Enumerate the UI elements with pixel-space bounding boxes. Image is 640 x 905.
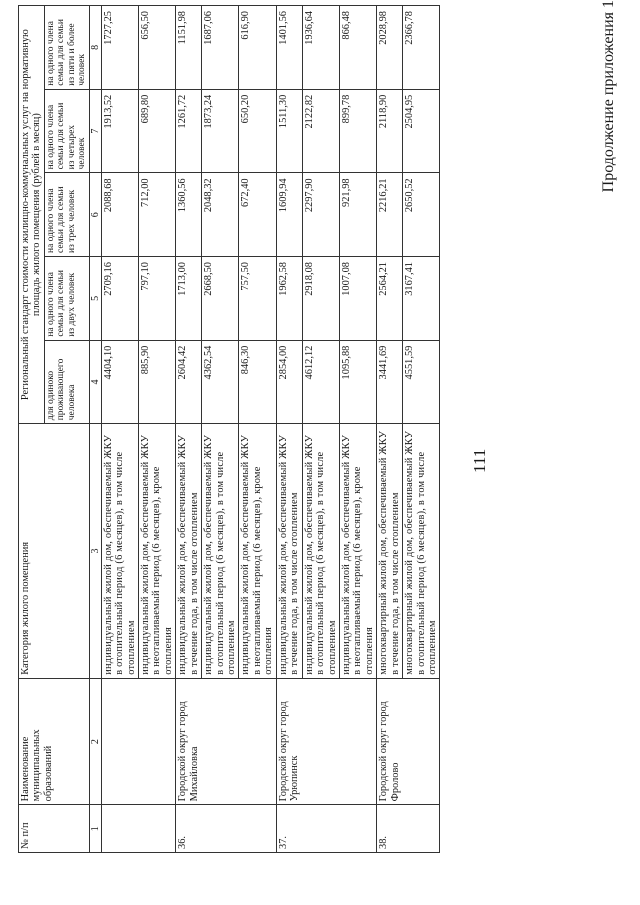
standard-cost-table	[18, 5, 440, 853]
col-standard-header: Региональный стандарт стоимости жилищно-коммунальных услуг на нормативную площадь жилого помещения (рублей в месяц)	[19, 6, 45, 424]
value-cell: 656,50	[138, 6, 175, 90]
table-row	[276, 6, 302, 853]
row-no: 37.	[276, 805, 377, 853]
value-cell: 2668,50	[202, 257, 239, 341]
value-cell: 2564,21	[377, 257, 403, 341]
category-cell: индивидуальный жилой дом, обеспечиваемый ЖКУ в отопительный период (6 месяцев), в том числе отоплением	[101, 424, 138, 678]
value-cell: 650,20	[239, 89, 276, 173]
category-cell: индивидуальный жилой дом, обеспечиваемый ЖКУ в течение года, в том числе отоплением	[176, 424, 202, 678]
column-index-row	[89, 6, 101, 853]
value-cell: 885,90	[138, 340, 175, 424]
col-no-header: № п/п	[19, 805, 90, 853]
value-cell: 4551,59	[403, 340, 440, 424]
page-number: 111	[470, 448, 489, 473]
row-no: 38.	[377, 805, 440, 853]
category-cell: индивидуальный жилой дом, обеспечиваемый ЖКУ в отопительный период (6 месяцев), в том числе отоплением	[302, 424, 339, 678]
table-row	[176, 6, 202, 853]
value-cell: 1687,06	[202, 6, 239, 90]
index-cell: 4	[89, 340, 101, 424]
value-cell: 1913,52	[101, 89, 138, 173]
value-cell: 2118,90	[377, 89, 403, 173]
table-row	[101, 6, 138, 853]
value-cell: 2650,52	[403, 173, 440, 257]
index-cell: 8	[89, 6, 101, 90]
value-cell: 4612,12	[302, 340, 339, 424]
category-cell: индивидуальный жилой дом, обеспечиваемый ЖКУ в течение года, в том числе отоплением	[276, 424, 302, 678]
value-cell: 2854,00	[276, 340, 302, 424]
value-cell: 2366,78	[403, 6, 440, 90]
value-cell: 1962,58	[276, 257, 302, 341]
index-cell: 7	[89, 89, 101, 173]
value-cell: 757,50	[239, 257, 276, 341]
value-cell: 797,10	[138, 257, 175, 341]
municipality-name	[101, 678, 176, 805]
table-row	[377, 6, 403, 853]
value-cell: 2918,08	[302, 257, 339, 341]
value-cell: 2709,16	[101, 257, 138, 341]
category-cell: индивидуальный жилой дом, обеспечиваемый ЖКУ в неотапливаемый период (6 месяцев), кроме отопления	[239, 424, 276, 678]
value-cell: 4404,10	[101, 340, 138, 424]
municipality-name: Городской округ город Михайловка	[176, 678, 277, 805]
value-cell: 1873,24	[202, 89, 239, 173]
index-cell: 6	[89, 173, 101, 257]
value-cell: 2216,21	[377, 173, 403, 257]
subheader-cell: на одного члена семьи для семьи из двух человек	[44, 257, 89, 341]
col-name-header: Наименование муниципальных образований	[19, 678, 90, 805]
value-cell: 2028,98	[377, 6, 403, 90]
col-category-header: Категория жилого помещения	[19, 424, 90, 678]
value-cell: 1713,00	[176, 257, 202, 341]
subheader-cell: на одного члена семьи для семьи из четырех человек	[44, 89, 89, 173]
value-cell: 899,78	[339, 89, 376, 173]
category-cell: индивидуальный жилой дом, обеспечиваемый ЖКУ в неотапливаемый период (6 месяцев), кроме отопления	[339, 424, 376, 678]
index-cell: 5	[89, 257, 101, 341]
value-cell: 689,80	[138, 89, 175, 173]
value-cell: 712,00	[138, 173, 175, 257]
value-cell: 1261,72	[176, 89, 202, 173]
municipality-name: Городской округ город Урюпинск	[276, 678, 377, 805]
value-cell: 1007,08	[339, 257, 376, 341]
index-cell: 3	[89, 424, 101, 678]
value-cell: 2122,82	[302, 89, 339, 173]
continuation-title: Продолжение приложения 1	[600, 0, 617, 193]
category-cell: индивидуальный жилой дом, обеспечиваемый ЖКУ в неотапливаемый период (6 месяцев), кроме отопления	[138, 424, 175, 678]
row-no	[101, 805, 176, 853]
value-cell: 1936,64	[302, 6, 339, 90]
row-no: 36.	[176, 805, 277, 853]
index-cell: 2	[89, 678, 101, 805]
value-cell: 1360,56	[176, 173, 202, 257]
value-cell: 2088,68	[101, 173, 138, 257]
value-cell: 846,30	[239, 340, 276, 424]
header-row	[19, 6, 45, 853]
value-cell: 1727,25	[101, 6, 138, 90]
value-cell: 4362,54	[202, 340, 239, 424]
value-cell: 2048,32	[202, 173, 239, 257]
value-cell: 2504,95	[403, 89, 440, 173]
category-cell: многоквартирный жилой дом, обеспечиваемый ЖКУ в отопительный период (6 месяцев), в том числе отоплением	[403, 424, 440, 678]
subheader-cell: для одиноко проживающего человека	[44, 340, 89, 424]
index-cell: 1	[89, 805, 101, 853]
subheader-cell: на одного члена семьи для семьи из пяти и более человек	[44, 6, 89, 90]
value-cell: 1095,88	[339, 340, 376, 424]
category-cell: многоквартирный жилой дом, обеспечиваемый ЖКУ в течение года, в том числе отоплением	[377, 424, 403, 678]
value-cell: 2604,42	[176, 340, 202, 424]
value-cell: 3441,69	[377, 340, 403, 424]
value-cell: 616,90	[239, 6, 276, 90]
value-cell: 1151,98	[176, 6, 202, 90]
value-cell: 2297,90	[302, 173, 339, 257]
value-cell: 1401,56	[276, 6, 302, 90]
category-cell: индивидуальный жилой дом, обеспечиваемый ЖКУ в отопительный период (6 месяцев), в том числе отоплением	[202, 424, 239, 678]
value-cell: 1609,94	[276, 173, 302, 257]
value-cell: 921,98	[339, 173, 376, 257]
value-cell: 3167,41	[403, 257, 440, 341]
municipality-name: Городской округ город Фролово	[377, 678, 440, 805]
value-cell: 866,48	[339, 6, 376, 90]
subheader-cell: на одного члена семьи для семьи из трех человек	[44, 173, 89, 257]
value-cell: 1511,30	[276, 89, 302, 173]
value-cell: 672,40	[239, 173, 276, 257]
